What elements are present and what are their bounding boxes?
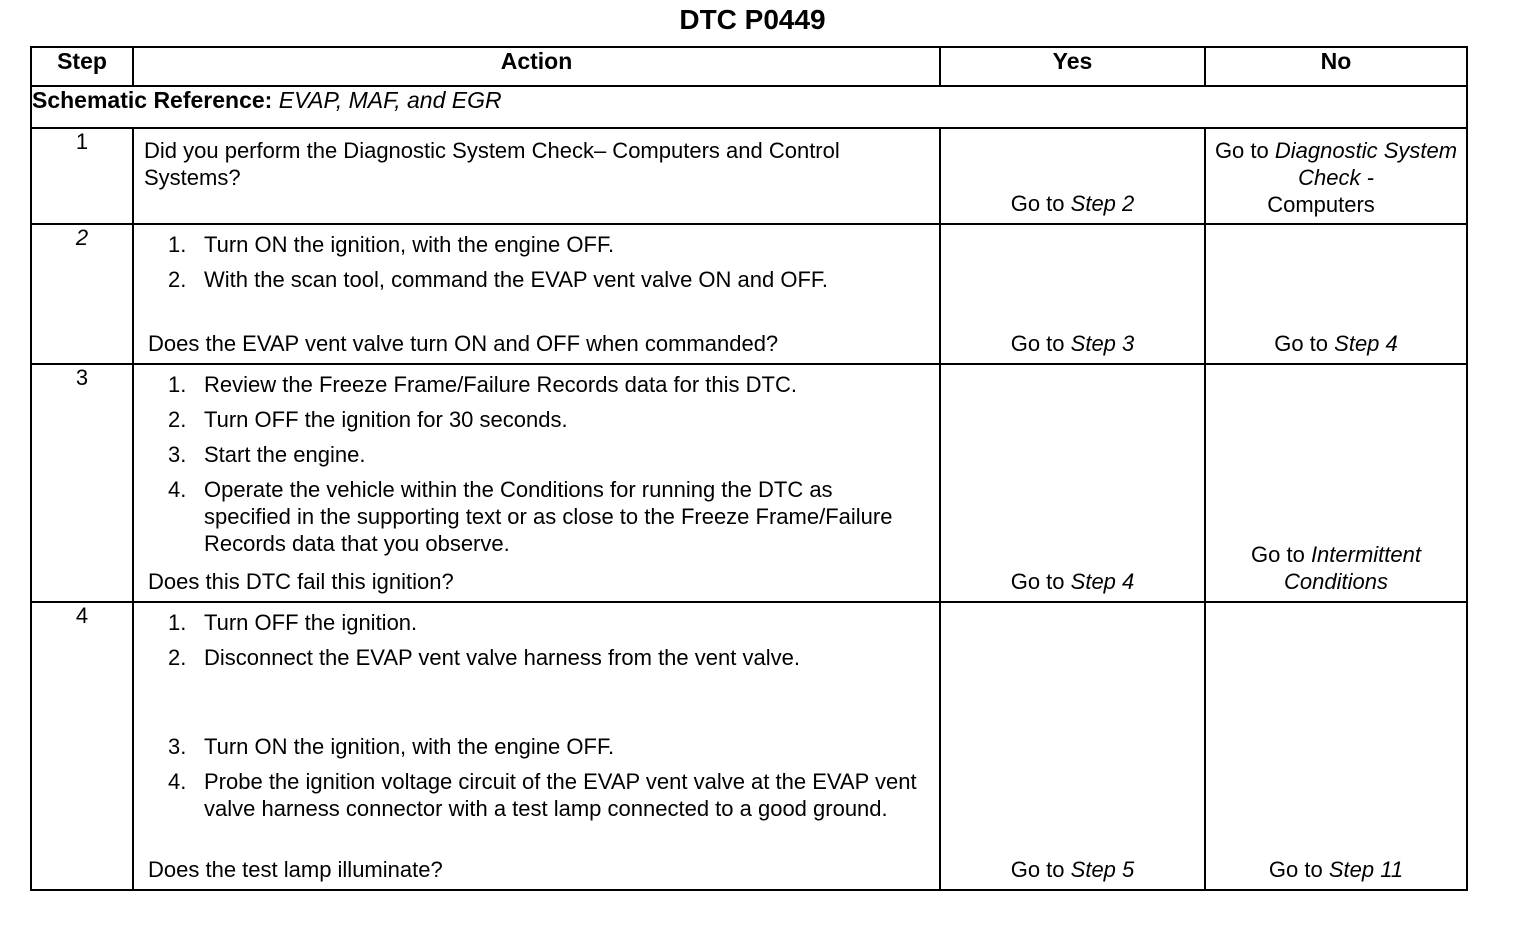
no-goto [1206, 541, 1466, 595]
no-cell [1205, 224, 1467, 364]
substep [134, 441, 904, 468]
substep-text: Probe the ignition voltage circuit of the EVAP vent valve at the EVAP vent valve harness connector with a test lamp connected to a good ground. [204, 769, 917, 821]
no-target: Intermittent [1310, 542, 1421, 567]
no-goto [1206, 129, 1466, 218]
substep-number: 4. [168, 477, 187, 502]
goto-prefix: Go to [1268, 857, 1323, 882]
substep-text: Disconnect the EVAP vent valve harness from the vent valve. [204, 645, 800, 670]
step-row-2 [31, 224, 1467, 364]
substep-text: With the scan tool, command the EVAP vent valve ON and OFF. [204, 267, 829, 292]
step-row-4 [31, 602, 1467, 890]
step-question: Does the EVAP vent valve turn ON and OFF when commanded? [148, 331, 779, 356]
substep-text: Turn OFF the ignition for 30 seconds. [204, 407, 568, 432]
substep-number: 4. [168, 769, 187, 794]
substep [134, 644, 924, 671]
substep-number: 2. [168, 645, 187, 670]
substep [134, 768, 924, 822]
no-target: Diagnostic System Check - [1274, 138, 1458, 190]
header-step: Step [31, 47, 133, 86]
yes-goto [941, 857, 1204, 883]
goto-prefix: Go to [1251, 542, 1305, 567]
no-target: Step 11 [1328, 857, 1404, 882]
header-no: No [1205, 47, 1467, 86]
substep-list [134, 225, 854, 293]
yes-target: Step 5 [1070, 857, 1135, 882]
goto-prefix: Go to [1274, 331, 1329, 356]
diagnostic-table [30, 46, 1468, 891]
substep [134, 406, 904, 433]
substep-text: Turn OFF the ignition. [204, 610, 418, 635]
yes-goto [941, 191, 1204, 217]
no-cell [1205, 364, 1467, 602]
substep [134, 371, 904, 398]
schematic-label: Schematic Reference: [32, 87, 273, 113]
substep-text: Operate the vehicle within the Conditions for running the DTC as specified in the supporting text or as close to the Freeze Frame/Failure Records data that you observe. [204, 477, 893, 556]
substep [134, 733, 924, 760]
yes-goto [941, 331, 1204, 357]
header-yes: Yes [940, 47, 1205, 86]
substep [134, 609, 924, 636]
no-cell [1205, 128, 1467, 224]
substep-list [134, 365, 904, 557]
step-number: 1 [31, 128, 133, 224]
substep-text: Turn ON the ignition, with the engine OFF. [204, 734, 615, 759]
action-cell [133, 128, 940, 224]
no-goto [1206, 331, 1466, 357]
step-question: Does the test lamp illuminate? [148, 857, 443, 882]
no-goto [1206, 857, 1466, 883]
yes-cell [940, 364, 1205, 602]
substep-number: 3. [168, 442, 187, 467]
substep-number: 1. [168, 372, 187, 397]
yes-target: Step 2 [1070, 191, 1135, 216]
yes-cell [940, 128, 1205, 224]
step-number: 2 [31, 224, 133, 364]
page-title: DTC P0449 [679, 4, 826, 35]
header-action: Action [133, 47, 940, 86]
schematic-reference-row [31, 86, 1467, 128]
yes-target: Step 3 [1070, 331, 1135, 356]
step-question: Did you perform the Diagnostic System Check– Computers and Control Systems? [144, 138, 840, 190]
header-row [31, 47, 1467, 86]
goto-prefix: Go to [1010, 331, 1065, 356]
schematic-value: EVAP, MAF, and EGR [278, 87, 502, 113]
action-cell [133, 224, 940, 364]
step-number: 3 [31, 364, 133, 602]
substep-text: Start the engine. [204, 442, 366, 467]
no-target: Step 4 [1334, 331, 1398, 356]
goto-prefix: Go to [1010, 191, 1065, 216]
substep-text: Review the Freeze Frame/Failure Records data for this DTC. [204, 372, 797, 397]
yes-cell [940, 602, 1205, 890]
yes-target: Step 4 [1070, 569, 1135, 594]
substep-number: 1. [168, 610, 187, 635]
substep [134, 266, 854, 293]
schematic-reference [31, 86, 1467, 128]
substep-text: Turn ON the ignition, with the engine OFF. [204, 232, 615, 257]
step-row-1 [31, 128, 1467, 224]
no-target-continued: Computers [1267, 192, 1375, 217]
no-target-continued: Conditions [1284, 569, 1388, 594]
substep-number: 1. [168, 232, 187, 257]
goto-prefix: Go to [1010, 569, 1065, 594]
step-number: 4 [31, 602, 133, 890]
step-row-3 [31, 364, 1467, 602]
substep-number: 3. [168, 734, 187, 759]
step-question: Does this DTC fail this ignition? [148, 569, 454, 594]
substep [134, 476, 904, 557]
substep-number: 2. [168, 267, 187, 292]
yes-goto [941, 569, 1204, 595]
substep-number: 2. [168, 407, 187, 432]
yes-cell [940, 224, 1205, 364]
goto-prefix: Go to [1010, 857, 1065, 882]
action-cell [133, 364, 940, 602]
goto-prefix: Go to [1214, 138, 1269, 163]
substep [134, 231, 854, 258]
no-cell [1205, 602, 1467, 890]
substep-list [134, 603, 924, 822]
action-cell [133, 602, 940, 890]
